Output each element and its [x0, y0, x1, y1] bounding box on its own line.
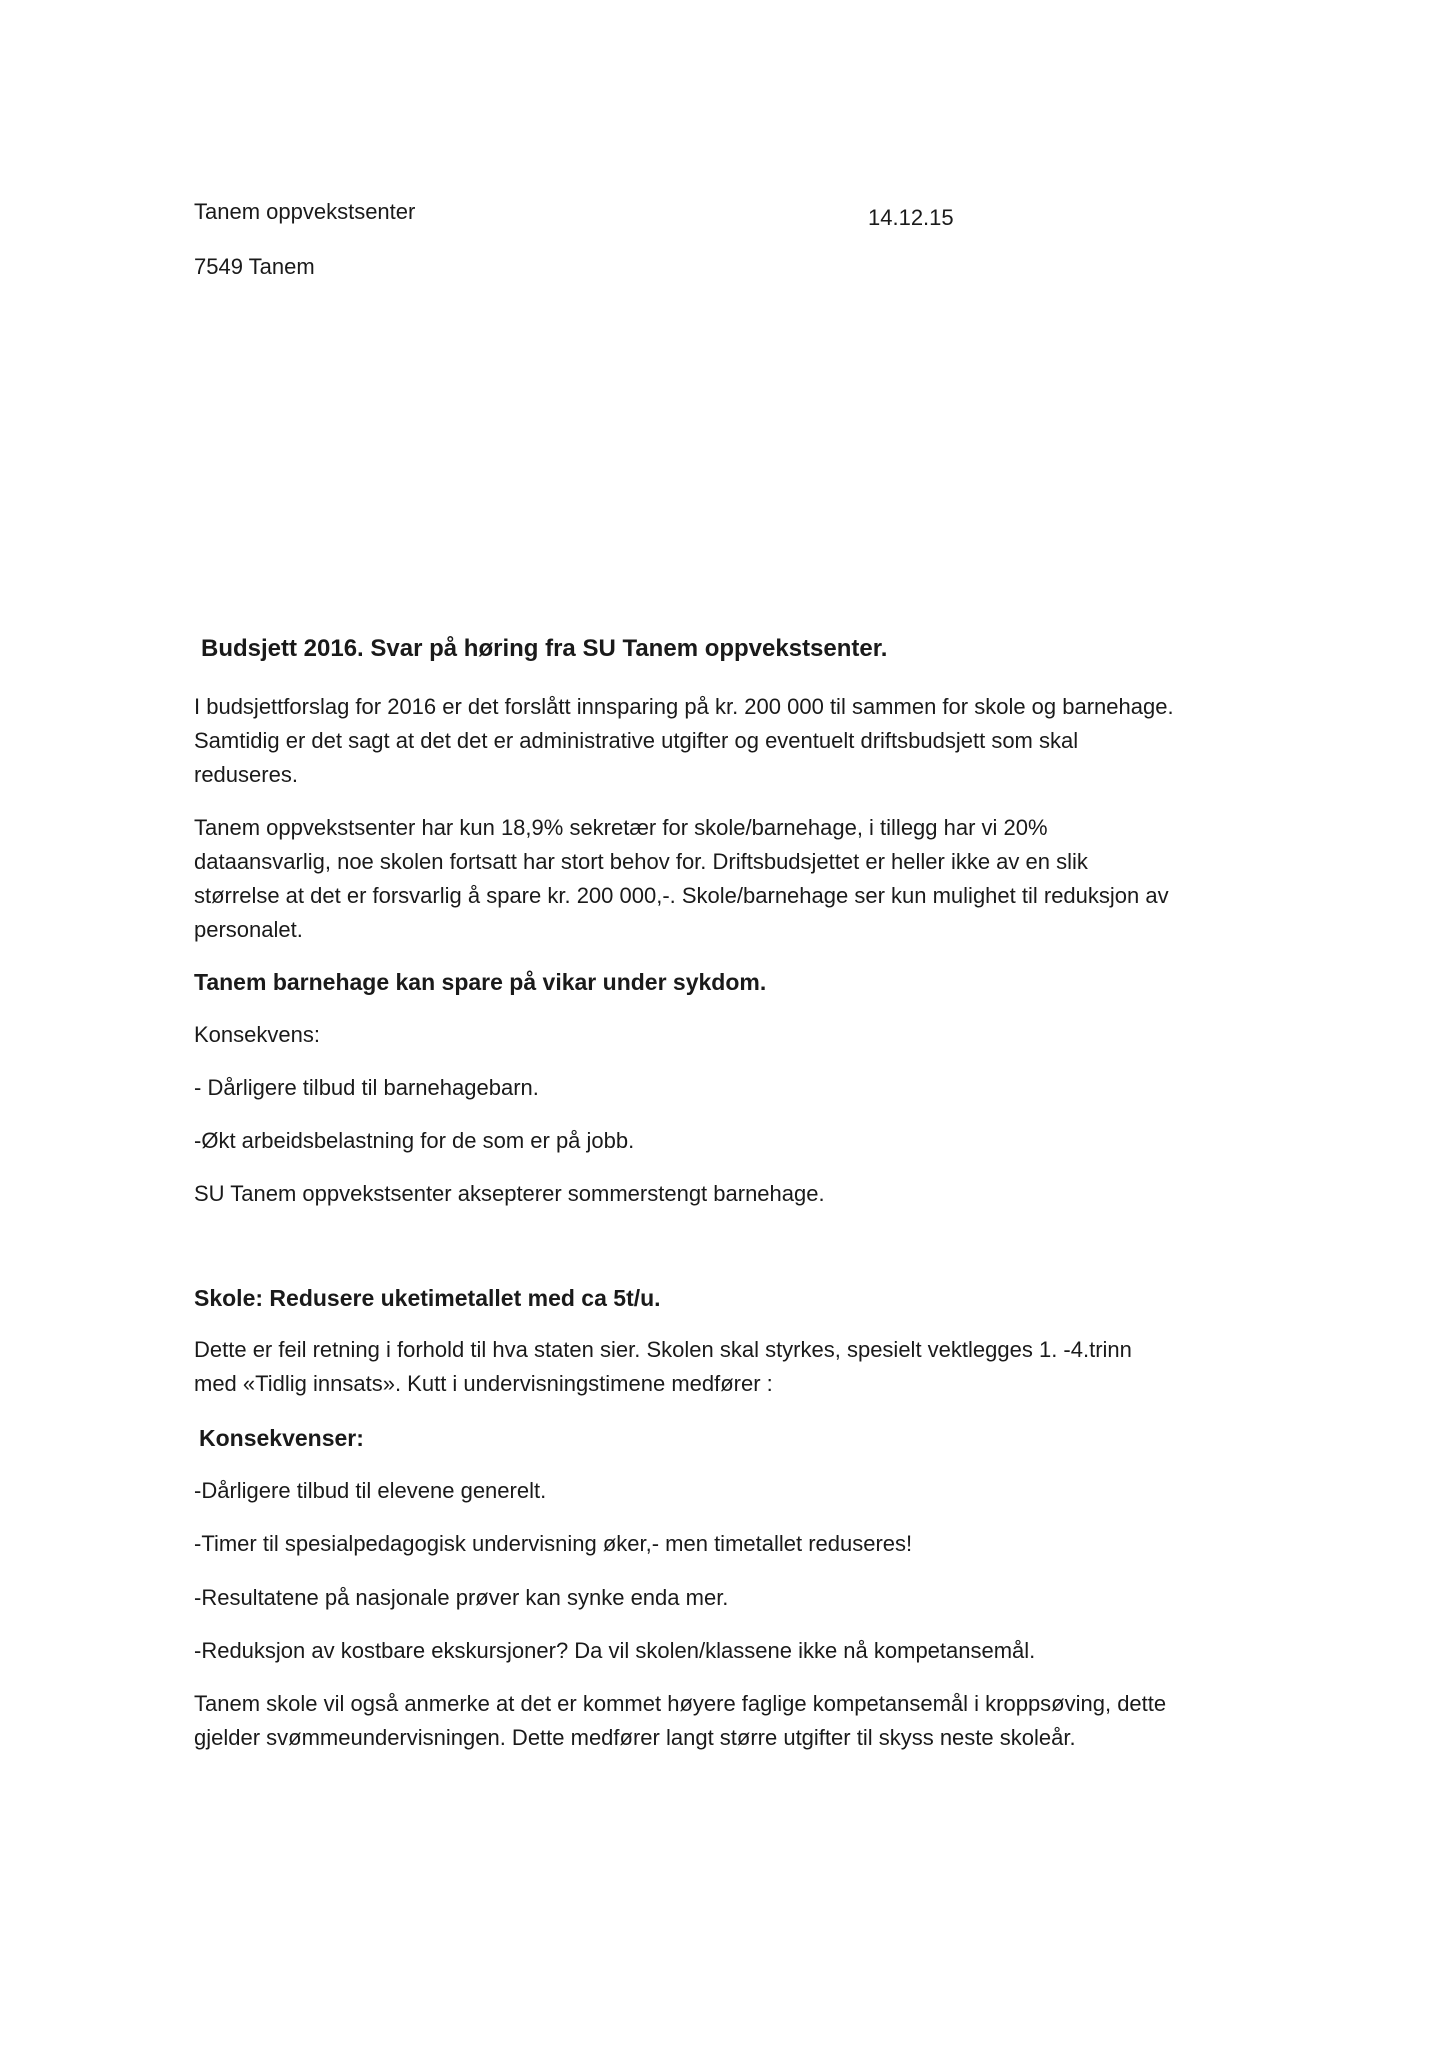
- skole-consequences-label: Konsekvenser:: [199, 1425, 364, 1451]
- skole-consequence-item: -Timer til spesialpedagogisk undervisning øker,- men timetallet reduseres!: [194, 1531, 913, 1556]
- barnehage-consequence-label: Konsekvens:: [194, 1022, 320, 1047]
- barnehage-note: SU Tanem oppvekstsenter aksepterer sommerstengt barnehage.: [194, 1181, 825, 1206]
- skole-consequence-item: -Resultatene på nasjonale prøver kan synke enda mer.: [194, 1585, 729, 1610]
- skole-heading: Skole: Redusere uketimetallet med ca 5t/u.: [194, 1285, 661, 1311]
- barnehage-consequence-item: -Økt arbeidsbelastning for de som er på jobb.: [194, 1128, 635, 1153]
- intro-line-2: Samtidig er det sagt at det det er administrative utgifter og eventuelt driftsbudsjett som skal: [194, 728, 1079, 753]
- skole-consequence-item: -Dårligere tilbud til elevene generelt.: [194, 1478, 547, 1503]
- para2-line-2: dataansvarlig, noe skolen fortsatt har stort behov for. Driftsbudsjettet er heller ikke av en slik: [194, 849, 1088, 874]
- sender-address: 7549 Tanem: [194, 254, 315, 279]
- skole-consequence-item: -Reduksjon av kostbare ekskursjoner? Da vil skolen/klassene ikke nå kompetansemål.: [194, 1638, 1036, 1663]
- skole-text-line-2: med «Tidlig innsats». Kutt i undervisningstimene medfører :: [194, 1371, 773, 1396]
- para2-line-3: størrelse at det er forsvarlig å spare kr. 200 000,-. Skole/barnehage ser kun mulighet til reduksjon av: [194, 883, 1169, 908]
- barnehage-heading: Tanem barnehage kan spare på vikar under sykdom.: [194, 969, 767, 995]
- para2-line-4: personalet.: [194, 917, 303, 942]
- letter-title: Budsjett 2016. Svar på høring fra SU Tanem oppvekstsenter.: [201, 635, 888, 662]
- sender-name: Tanem oppvekstsenter: [194, 199, 416, 224]
- skole-text-line-1: Dette er feil retning i forhold til hva staten sier. Skolen skal styrkes, spesielt vektlegges 1. -4.trinn: [194, 1337, 1132, 1362]
- intro-line-3: reduseres.: [194, 762, 298, 787]
- letter-date: 14.12.15: [868, 205, 954, 230]
- barnehage-consequence-item: - Dårligere tilbud til barnehagebarn.: [194, 1075, 539, 1100]
- skole-closing-line-1: Tanem skole vil også anmerke at det er kommet høyere faglige kompetansemål i kroppsøving, dette: [194, 1691, 1167, 1716]
- intro-line-1: I budsjettforslag for 2016 er det forslått innsparing på kr. 200 000 til sammen for skole og barnehage.: [194, 694, 1174, 719]
- para2-line-1: Tanem oppvekstsenter har kun 18,9% sekretær for skole/barnehage, i tillegg har vi 20%: [194, 815, 1048, 840]
- skole-closing-line-2: gjelder svømmeundervisningen. Dette medfører langt større utgifter til skyss neste skoleår.: [194, 1725, 1076, 1750]
